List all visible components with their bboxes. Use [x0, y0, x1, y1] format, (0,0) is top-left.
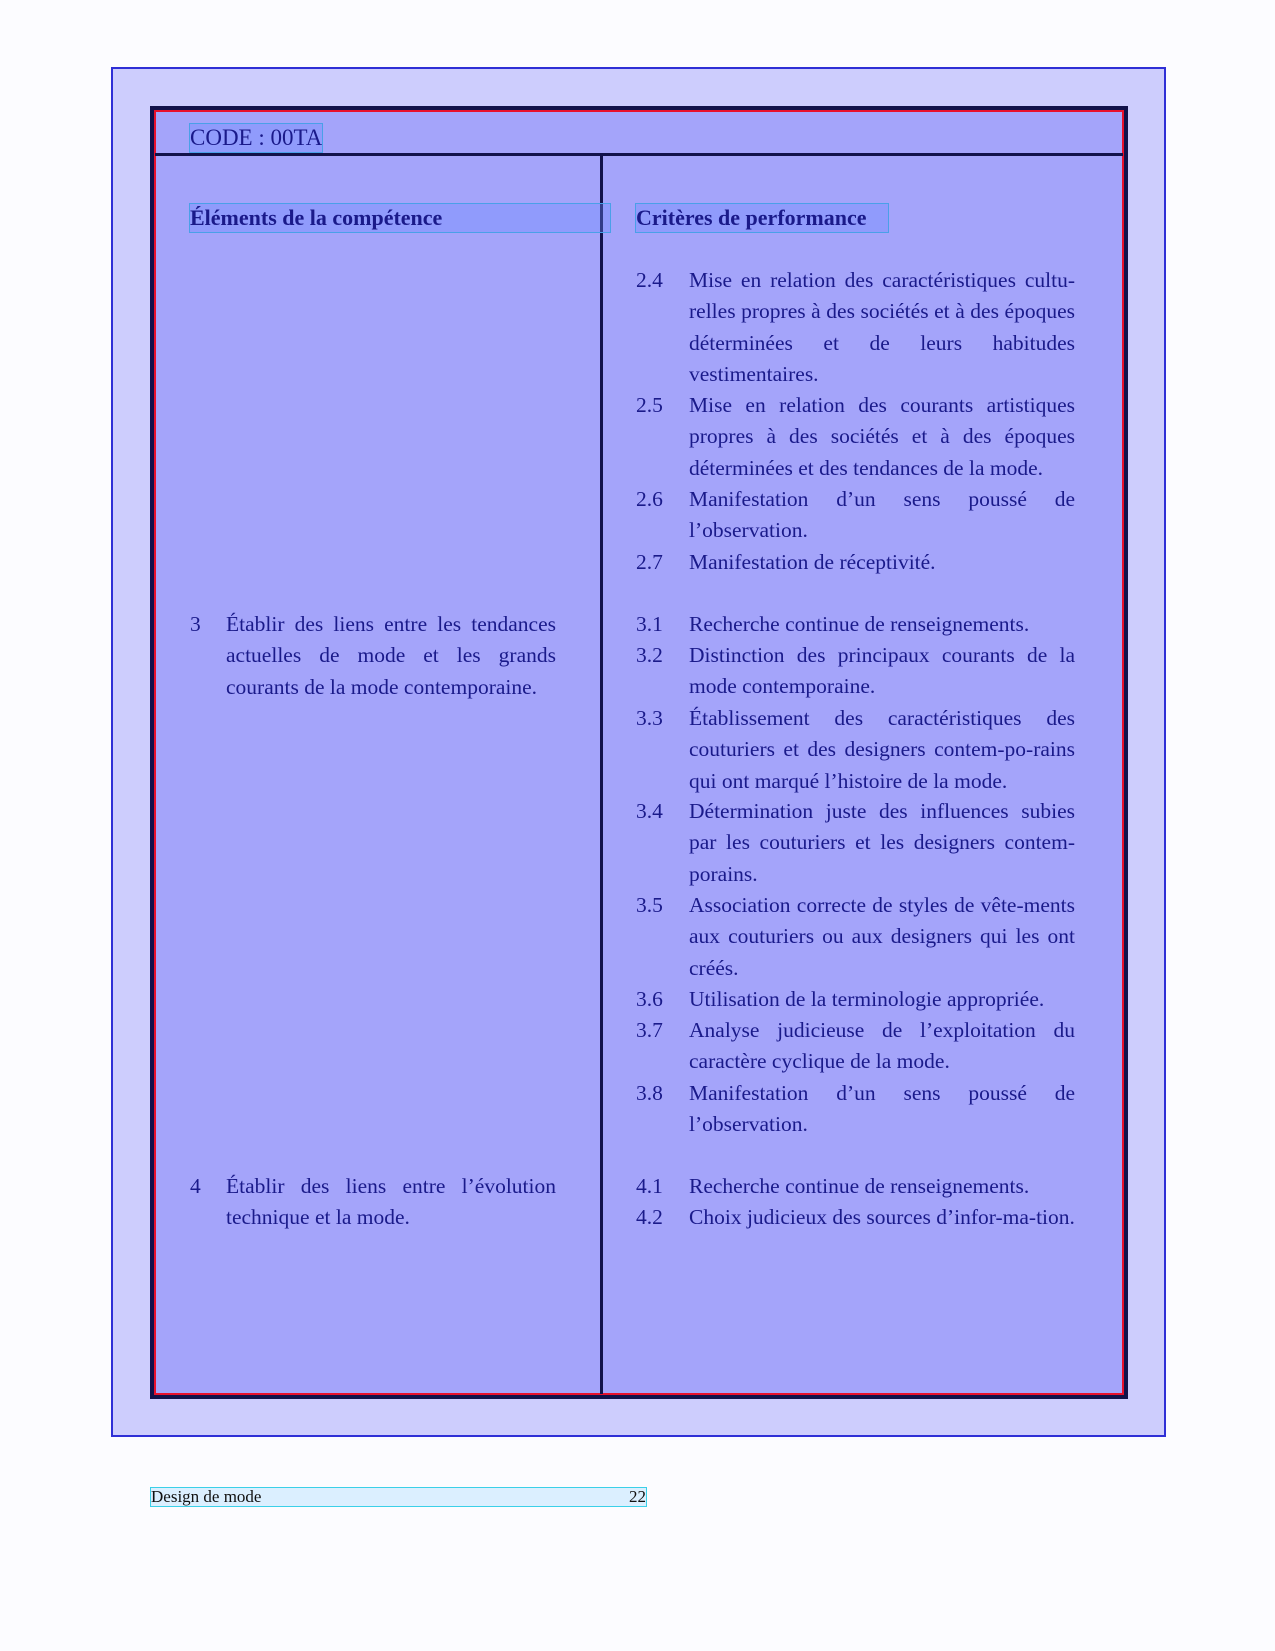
criterion-number: 3.2 [636, 643, 663, 667]
element-text: Établir des liens entre l’évolution technique et la mode. [226, 1174, 556, 1230]
criterion-text: Manifestation d’un sens poussé de l’observation. [689, 487, 1075, 543]
criterion-item [636, 890, 1075, 984]
criterion-number: 3.3 [636, 706, 663, 730]
elements-column-header: Éléments de la compétence [190, 204, 610, 232]
competency-code: CODE : 00TA [190, 125, 323, 150]
criterion-text: Détermination juste des influences subies par les couturiers et les designers contem-porains. [689, 799, 1075, 886]
page-footer [151, 1488, 646, 1506]
criterion-item [636, 390, 1075, 484]
criterion-item [636, 1015, 1075, 1078]
element-number: 4 [190, 1174, 201, 1198]
criterion-item [636, 1078, 1075, 1141]
criterion-text: Recherche continue de renseignements. [689, 1174, 1030, 1198]
criteria-column-header: Critères de performance [636, 204, 888, 232]
criterion-item [636, 265, 1075, 390]
criterion-number: 2.4 [636, 268, 663, 292]
criterion-item [636, 484, 1075, 547]
criterion-item [636, 640, 1075, 703]
criterion-number: 4.2 [636, 1205, 663, 1229]
criterion-item [636, 984, 1075, 1015]
element-number: 3 [190, 612, 201, 636]
criterion-text: Mise en relation des caractéristiques cultu-relles propres à des sociétés et à des époques déterminées et de leurs habitudes vestimentaires. [689, 268, 1075, 386]
criterion-item [636, 609, 1075, 640]
criterion-item [636, 547, 1075, 578]
criterion-text: Établissement des caractéristiques des couturiers et des designers contem-po-rains qui ont marqué l’histoire de la mode. [689, 706, 1075, 793]
criterion-item [636, 703, 1075, 797]
footer-title: Design de mode [151, 1487, 262, 1506]
element-item [190, 1171, 556, 1234]
criterion-number: 3.8 [636, 1081, 663, 1105]
element-text: Établir des liens entre les tendances actuelles de mode et les grands courants de la mode contemporaine. [226, 612, 556, 699]
column-divider [600, 156, 603, 1394]
criterion-number: 3.1 [636, 612, 663, 636]
criterion-item [636, 796, 1075, 890]
criterion-number: 2.6 [636, 487, 663, 511]
element-item [190, 609, 556, 703]
criterion-number: 3.6 [636, 987, 663, 1011]
criterion-text: Manifestation de réceptivité. [689, 550, 936, 574]
criterion-text: Analyse judicieuse de l’exploitation du caractère cyclique de la mode. [689, 1018, 1075, 1074]
criterion-number: 2.5 [636, 393, 663, 417]
criterion-text: Choix judicieux des sources d’infor-ma-tion. [689, 1205, 1075, 1229]
criterion-text: Manifestation d’un sens poussé de l’observation. [689, 1081, 1075, 1137]
criterion-item [636, 1202, 1075, 1233]
criterion-item [636, 1171, 1075, 1202]
criterion-number: 2.7 [636, 550, 663, 574]
criterion-number: 3.4 [636, 799, 663, 823]
criterion-text: Distinction des principaux courants de la mode contemporaine. [689, 643, 1075, 699]
header-divider [155, 153, 1123, 156]
criterion-text: Association correcte de styles de vête-ments aux couturiers ou aux designers qui les ont créés. [689, 893, 1075, 980]
criterion-text: Utilisation de la terminologie appropriée. [689, 987, 1045, 1011]
criterion-text: Mise en relation des courants artistiques propres à des sociétés et à des époques déterminées et des tendances de la mode. [689, 393, 1075, 480]
criterion-number: 3.7 [636, 1018, 663, 1042]
criterion-number: 3.5 [636, 893, 663, 917]
criterion-text: Recherche continue de renseignements. [689, 612, 1030, 636]
page-number: 22 [629, 1487, 646, 1506]
criterion-number: 4.1 [636, 1174, 663, 1198]
